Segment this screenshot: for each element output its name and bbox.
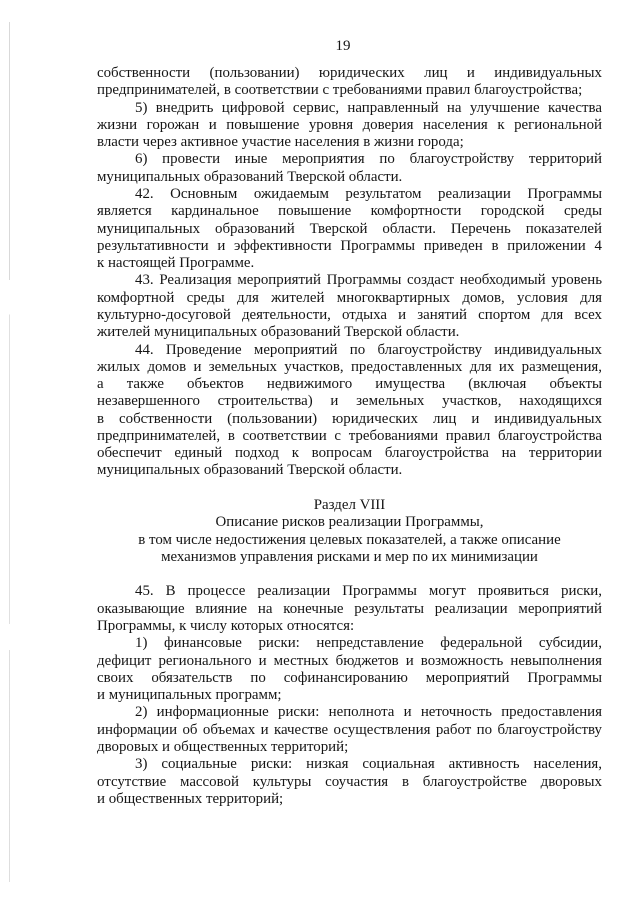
paragraph-line: 2) информационные риски: неполнота и неточность предоставления — [135, 704, 602, 721]
paragraph-line: и муниципальных программ; — [97, 687, 282, 704]
paragraph-line: оказывающие влияние на конечные результаты реализации мероприятий — [97, 600, 602, 617]
paragraph-line: результативности и эффективности Программы приведен в приложении 4 — [97, 237, 602, 254]
paragraph-line: 6) провести иные мероприятия по благоустройству территорий — [135, 151, 602, 168]
document-body — [97, 65, 602, 808]
list-item-1 — [97, 635, 602, 704]
section-title-line: Описание рисков реализации Программы, — [215, 514, 484, 531]
section-title-line: в том числе недостижения целевых показателей, а также описание — [138, 531, 561, 548]
paragraph-45 — [97, 583, 602, 635]
paragraph-line: 1) финансовые риски: непредставление федеральной субсидии, — [135, 635, 602, 652]
list-item-6 — [97, 151, 602, 186]
paragraph-line: и общественных территорий; — [97, 790, 284, 807]
paragraph-line: к настоящей Программе. — [97, 255, 255, 272]
paragraph-line: комфортной среды для жителей многоквартирных домов, условия для — [97, 289, 602, 306]
paragraph-line: культурно-досуговой деятельности, отдыха и занятий спортом для всех — [97, 306, 602, 323]
paragraph-line: муниципальных образований Тверской области. — [97, 168, 403, 185]
paragraph-line: жителей муниципальных образований Тверской области. — [97, 324, 460, 341]
paragraph-line: информации об объемах и качестве осуществления работ по благоустройству — [97, 721, 602, 738]
paragraph-line: Программы, к числу которых относятся: — [97, 618, 355, 634]
paragraph-line: дворовых и общественных территорий; — [97, 738, 349, 755]
paragraph-42 — [97, 186, 602, 272]
paragraph-line: предпринимателей, в соответствии с требованиями правил благоустройства — [97, 427, 602, 444]
list-item-5 — [97, 100, 602, 152]
paragraph-line: в собственности (пользовании) юридических лиц и индивидуальных — [97, 410, 602, 427]
paragraph-line: является кардинальное повышение комфортности городской среды — [97, 203, 602, 220]
paragraph-line: своих обязательств по софинансированию мероприятий Программы — [97, 669, 602, 686]
paragraph-line: 5) внедрить цифровой сервис, направленный на улучшение качества — [135, 99, 602, 116]
paragraph-continued — [97, 65, 602, 100]
section-label: Раздел VIII — [313, 497, 386, 514]
scan-edge-mark — [9, 22, 10, 882]
paragraph-line: 45. В процессе реализации Программы могут проявиться риски, — [135, 583, 602, 600]
paragraph-line: жилых домов и земельных участков, предоставленных для их размещения, — [97, 358, 602, 375]
paragraph-line: муниципальных образований Тверской области. Перечень показателей — [97, 220, 602, 237]
paragraph-line: 3) социальные риски: низкая социальная активность населения, — [135, 756, 602, 773]
paragraph-line: дефицит регионального и местных бюджетов и возможность невыполнения — [97, 652, 602, 669]
page-number: 19 — [335, 38, 351, 54]
paragraph-line: муниципальных образований Тверской области. — [97, 462, 403, 479]
paragraph-line: жизни горожан и повышение уровня доверия населения к региональной — [97, 116, 602, 133]
paragraph-line: отсутствие массовой культуры соучастия в благоустройстве дворовых — [97, 773, 602, 790]
list-item-2 — [97, 704, 602, 756]
paragraph-line: власти через активное участие населения в жизни города; — [97, 134, 464, 151]
paragraph-line: 43. Реализация мероприятий Программы создаст необходимый уровень — [135, 272, 602, 289]
paragraph-line: собственности (пользовании) юридических лиц и индивидуальных — [97, 65, 602, 81]
section-heading — [97, 497, 602, 566]
paragraph-43 — [97, 272, 602, 341]
paragraph-line: предпринимателей, в соответствии с требованиями правил благоустройства; — [97, 82, 583, 99]
paragraph-line: 44. Проведение мероприятий по благоустройству индивидуальных — [135, 341, 602, 358]
list-item-3 — [97, 756, 602, 808]
paragraph-line: 42. Основным ожидаемым результатом реализации Программы — [135, 185, 602, 202]
paragraph-line: а также объектов недвижимого имущества (включая объекты — [97, 376, 602, 393]
blank-line — [97, 566, 602, 583]
paragraph-44 — [97, 342, 602, 480]
paragraph-line: обеспечит единый подход к вопросам благоустройства на территории — [97, 445, 602, 462]
blank-line — [97, 480, 602, 497]
section-title-line: механизмов управления рисками и мер по их минимизации — [161, 548, 538, 565]
paragraph-line: незавершенного строительства) и земельных участков, находящихся — [97, 393, 602, 410]
